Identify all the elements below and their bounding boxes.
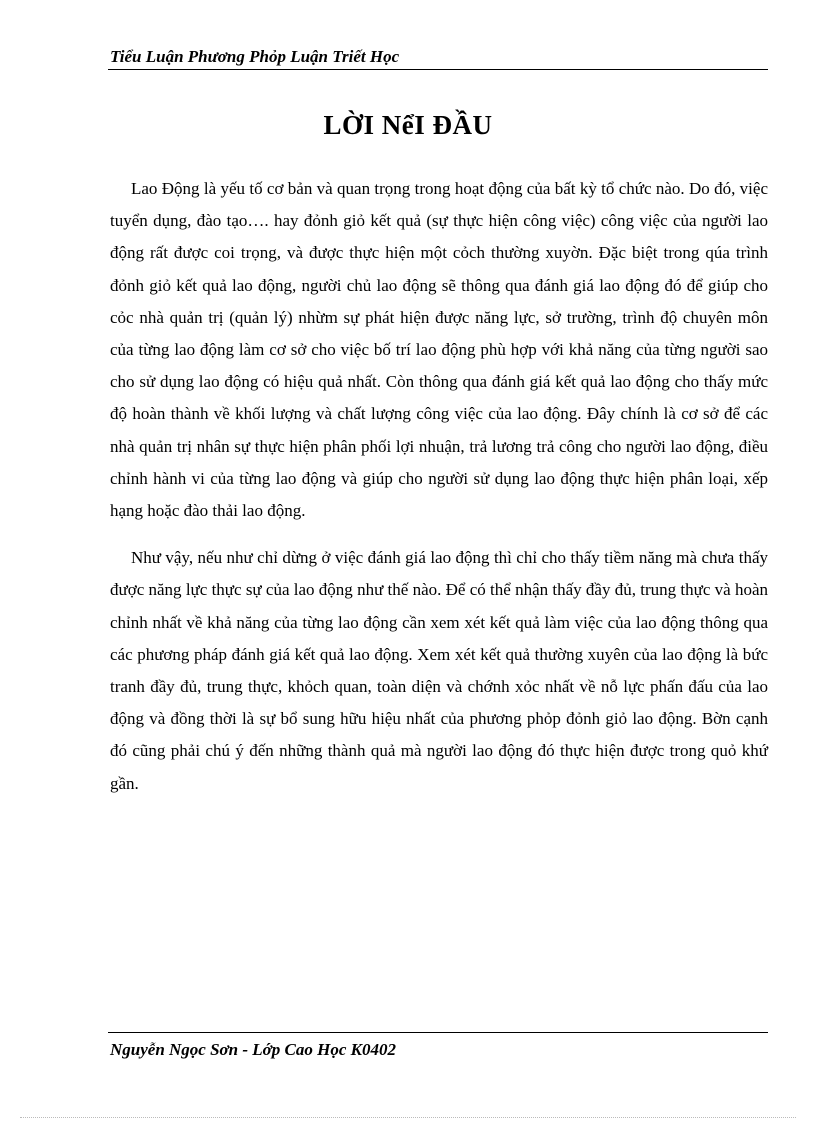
- page-title: LỜI NểI ĐẦU: [323, 110, 493, 140]
- running-footer: Nguyễn Ngọc Sơn - Lớp Cao Học K0402: [110, 1040, 396, 1059]
- header-rule: [108, 69, 768, 70]
- paragraph-1: Lao Động là yếu tố cơ bản và quan trọng trong hoạt động của bất kỳ tổ chức nào. Do đó, việc tuyển dụng, đào tạo…. hay đỏnh giỏ kết quả (sự thực hiện công việc) công việc của người lao động rất được coi trọng, và được thực hiện một cỏch thường xuyờn. Đặc biệt trong qúa trình đỏnh giỏ kết quả lao động, người chủ lao động sẽ thông qua đánh giá lao động đó để giúp cho cỏc nhà quản trị (quản lý) nhừm sự phát hiện được năng lực, sở trường, trình độ chuyên môn của từng lao động làm cơ sở cho việc bố trí lao động phù hợp với khả năng của từng người sao cho sử dụng lao động có hiệu quả nhất. Còn thông qua đánh giá kết quả lao động cho thấy mức độ hoàn thành về khối lượng và chất lượng công việc của lao động. Đây chính là cơ sở để các nhà quản trị nhân sự thực hiện phân phối lợi nhuận, trả lương trả công cho người lao động, điều chỉnh hành vi của từng lao động và giúp cho người sử dụng lao động thực hiện phân loại, xếp hạng hoặc đào thải lao động.: [110, 179, 768, 521]
- paragraph-2: Như vậy, nếu như chỉ dừng ở việc đánh giá lao động thì chỉ cho thấy tiềm năng mà chưa thấy được năng lực thực sự của lao động như thế nào. Để có thể nhận thấy đầy đủ, trung thực và hoàn chỉnh nhất về khả năng của từng lao động cần xem xét kết quả làm việc của lao động thông qua các phương pháp đánh giá kết quả lao động. Xem xét kết quả thường xuyên của lao động là bức tranh đầy đủ, trung thực, khỏch quan, toàn diện và chớnh xỏc nhất về nỗ lực phấn đấu của lao động và đồng thời là sự bổ sung hữu hiệu nhất của phương phỏp đỏnh giỏ lao động. Bờn cạnh đó cũng phải chú ý đến những thành quả mà người lao động đó thực hiện được trong quỏ khứ gần.: [110, 548, 768, 793]
- footer-rule: [108, 1032, 768, 1033]
- running-header: Tiểu Luận Phương Phỏp Luận Triết Học: [110, 47, 400, 66]
- page-edge-divider: [20, 1117, 796, 1118]
- body-text: [110, 173, 768, 800]
